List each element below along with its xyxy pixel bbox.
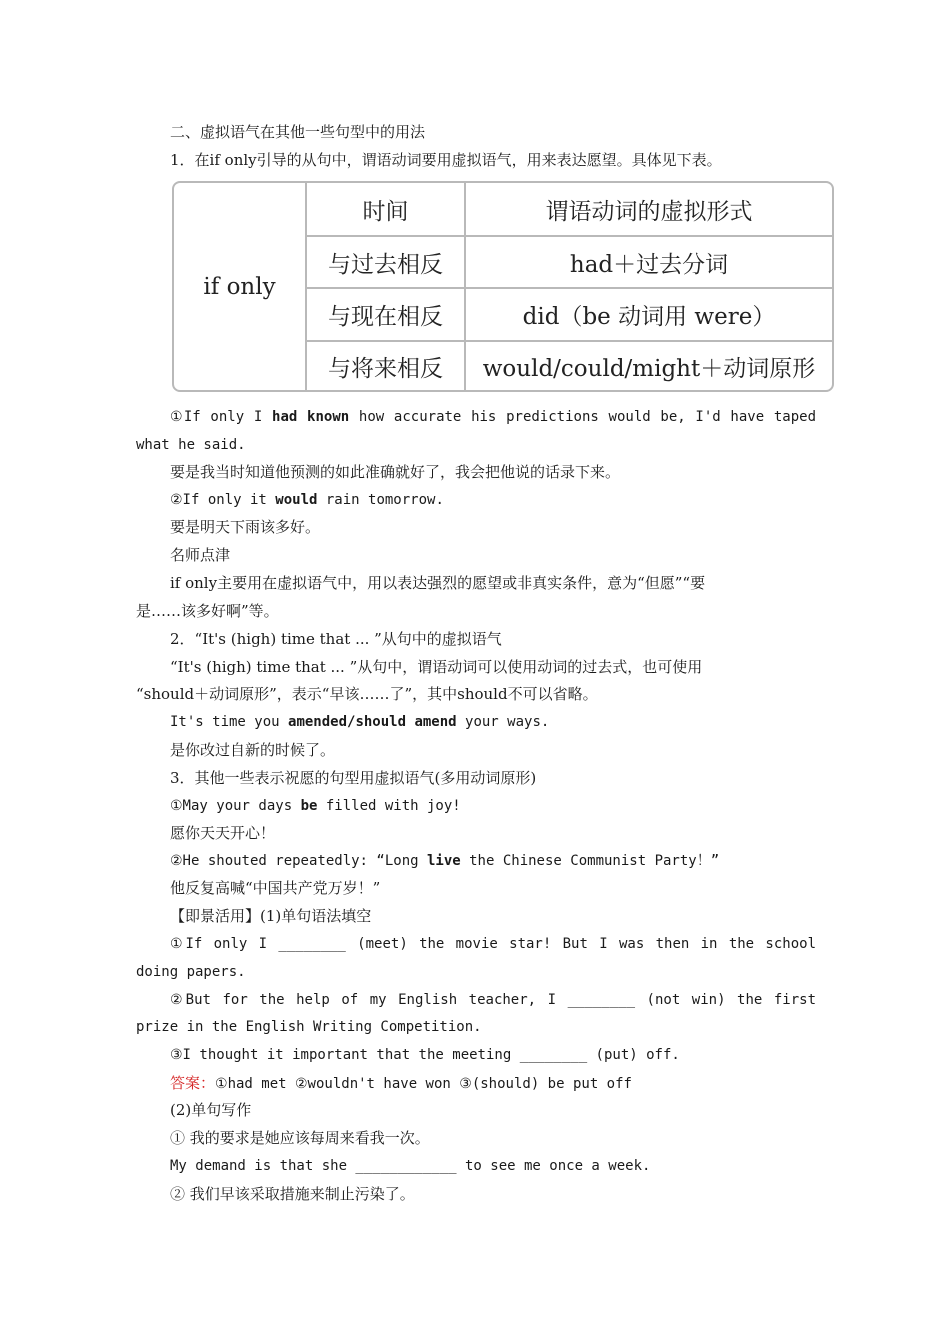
writing-2-cn: ② 我们早该采取措施来制止污染了。 [170, 1185, 415, 1203]
table-cell-form: had＋过去分词 [569, 251, 729, 278]
answer-text: ①had met ②wouldn't have won ③(should) be put off [215, 1076, 632, 1092]
item3-title: 3．其他一些表示祝愿的句型用虚拟语气(多用动词原形) [170, 769, 537, 787]
tip-line1: if only主要用在虚拟语气中，用以表达强烈的愿望或非真实条件，意为“但愿”“要 [170, 574, 706, 592]
item2-line2: “should＋动词原形”，表示“早该……了”，其中should不可以省略。 [136, 685, 598, 703]
practice-title: 【即景活用】(1)单句语法填空 [170, 907, 372, 925]
table-cell-time: 与将来相反 [328, 355, 443, 382]
question-2-line2: prize in the English Writing Competition. [136, 1019, 482, 1035]
example-5: ②He shouted repeatedly: “Long live the Chinese Communist Party！” [170, 853, 720, 869]
table-cell-time: 与过去相反 [328, 251, 443, 278]
tip-title: 名师点津 [170, 546, 231, 564]
example-1-translation: 要是我当时知道他预测的如此准确就好了，我会把他说的话录下来。 [170, 463, 621, 481]
section-title: 二、虚拟语气在其他一些句型中的用法 [170, 123, 426, 141]
table-header-form: 谓语动词的虚拟形式 [545, 198, 753, 225]
example-1-line2: what he said. [136, 437, 246, 453]
answer-line [170, 1073, 816, 1094]
question-2-line1: ②But for the help of my English teacher, I ________ (not win) the first [170, 992, 816, 1008]
question-1-line2: doing papers. [136, 964, 246, 980]
table-cell-time: 与现在相反 [328, 304, 443, 330]
tip-line2: 是……该多好啊”等。 [136, 602, 279, 620]
question-3: ③I thought it important that the meeting ________ (put) off. [170, 1047, 680, 1063]
item2-line1: “It's (high) time that ... ”从句中，谓语动词可以使用动词的过去式，也可使用 [170, 658, 703, 676]
example-4-translation: 愿你天天开心！ [170, 824, 276, 842]
answer-label: 答案： [170, 1074, 216, 1092]
example-3-translation: 是你改过自新的时候了。 [170, 741, 336, 759]
example-3: It's time you amended/should amend your ways. [170, 714, 550, 730]
example-2-translation: 要是明天下雨该多好。 [170, 518, 321, 536]
example-2: ②If only it would rain tomorrow. [170, 492, 444, 508]
example-1-line1: ①If only I had known how accurate his predictions would be, I'd have taped [170, 409, 816, 425]
item1-intro: 1．在if only引导的从句中，谓语动词要用虚拟语气，用来表达愿望。具体见下表。 [170, 151, 722, 169]
writing-title: (2)单句写作 [170, 1101, 252, 1119]
table-header-time: 时间 [362, 198, 409, 225]
example-5-translation: 他反复高喊“中国共产党万岁！” [170, 879, 381, 897]
writing-1-en: My demand is that she ____________ to see me once a week. [170, 1158, 651, 1174]
subjunctive-table [172, 181, 834, 392]
writing-1-cn: ① 我的要求是她应该每周来看我一次。 [170, 1129, 430, 1147]
table-cell-form: did（be 动词用 were） [522, 304, 776, 330]
table-row-header: if only [203, 273, 276, 300]
item2-title: 2．“It's (high) time that ... ”从句中的虚拟语气 [170, 630, 502, 648]
question-1-line1: ①If only I ________ (meet) the movie star! But I was then in the school [170, 936, 816, 952]
table-cell-form: would/could/might＋动词原形 [482, 355, 816, 382]
example-4: ①May your days be filled with joy! [170, 798, 461, 814]
